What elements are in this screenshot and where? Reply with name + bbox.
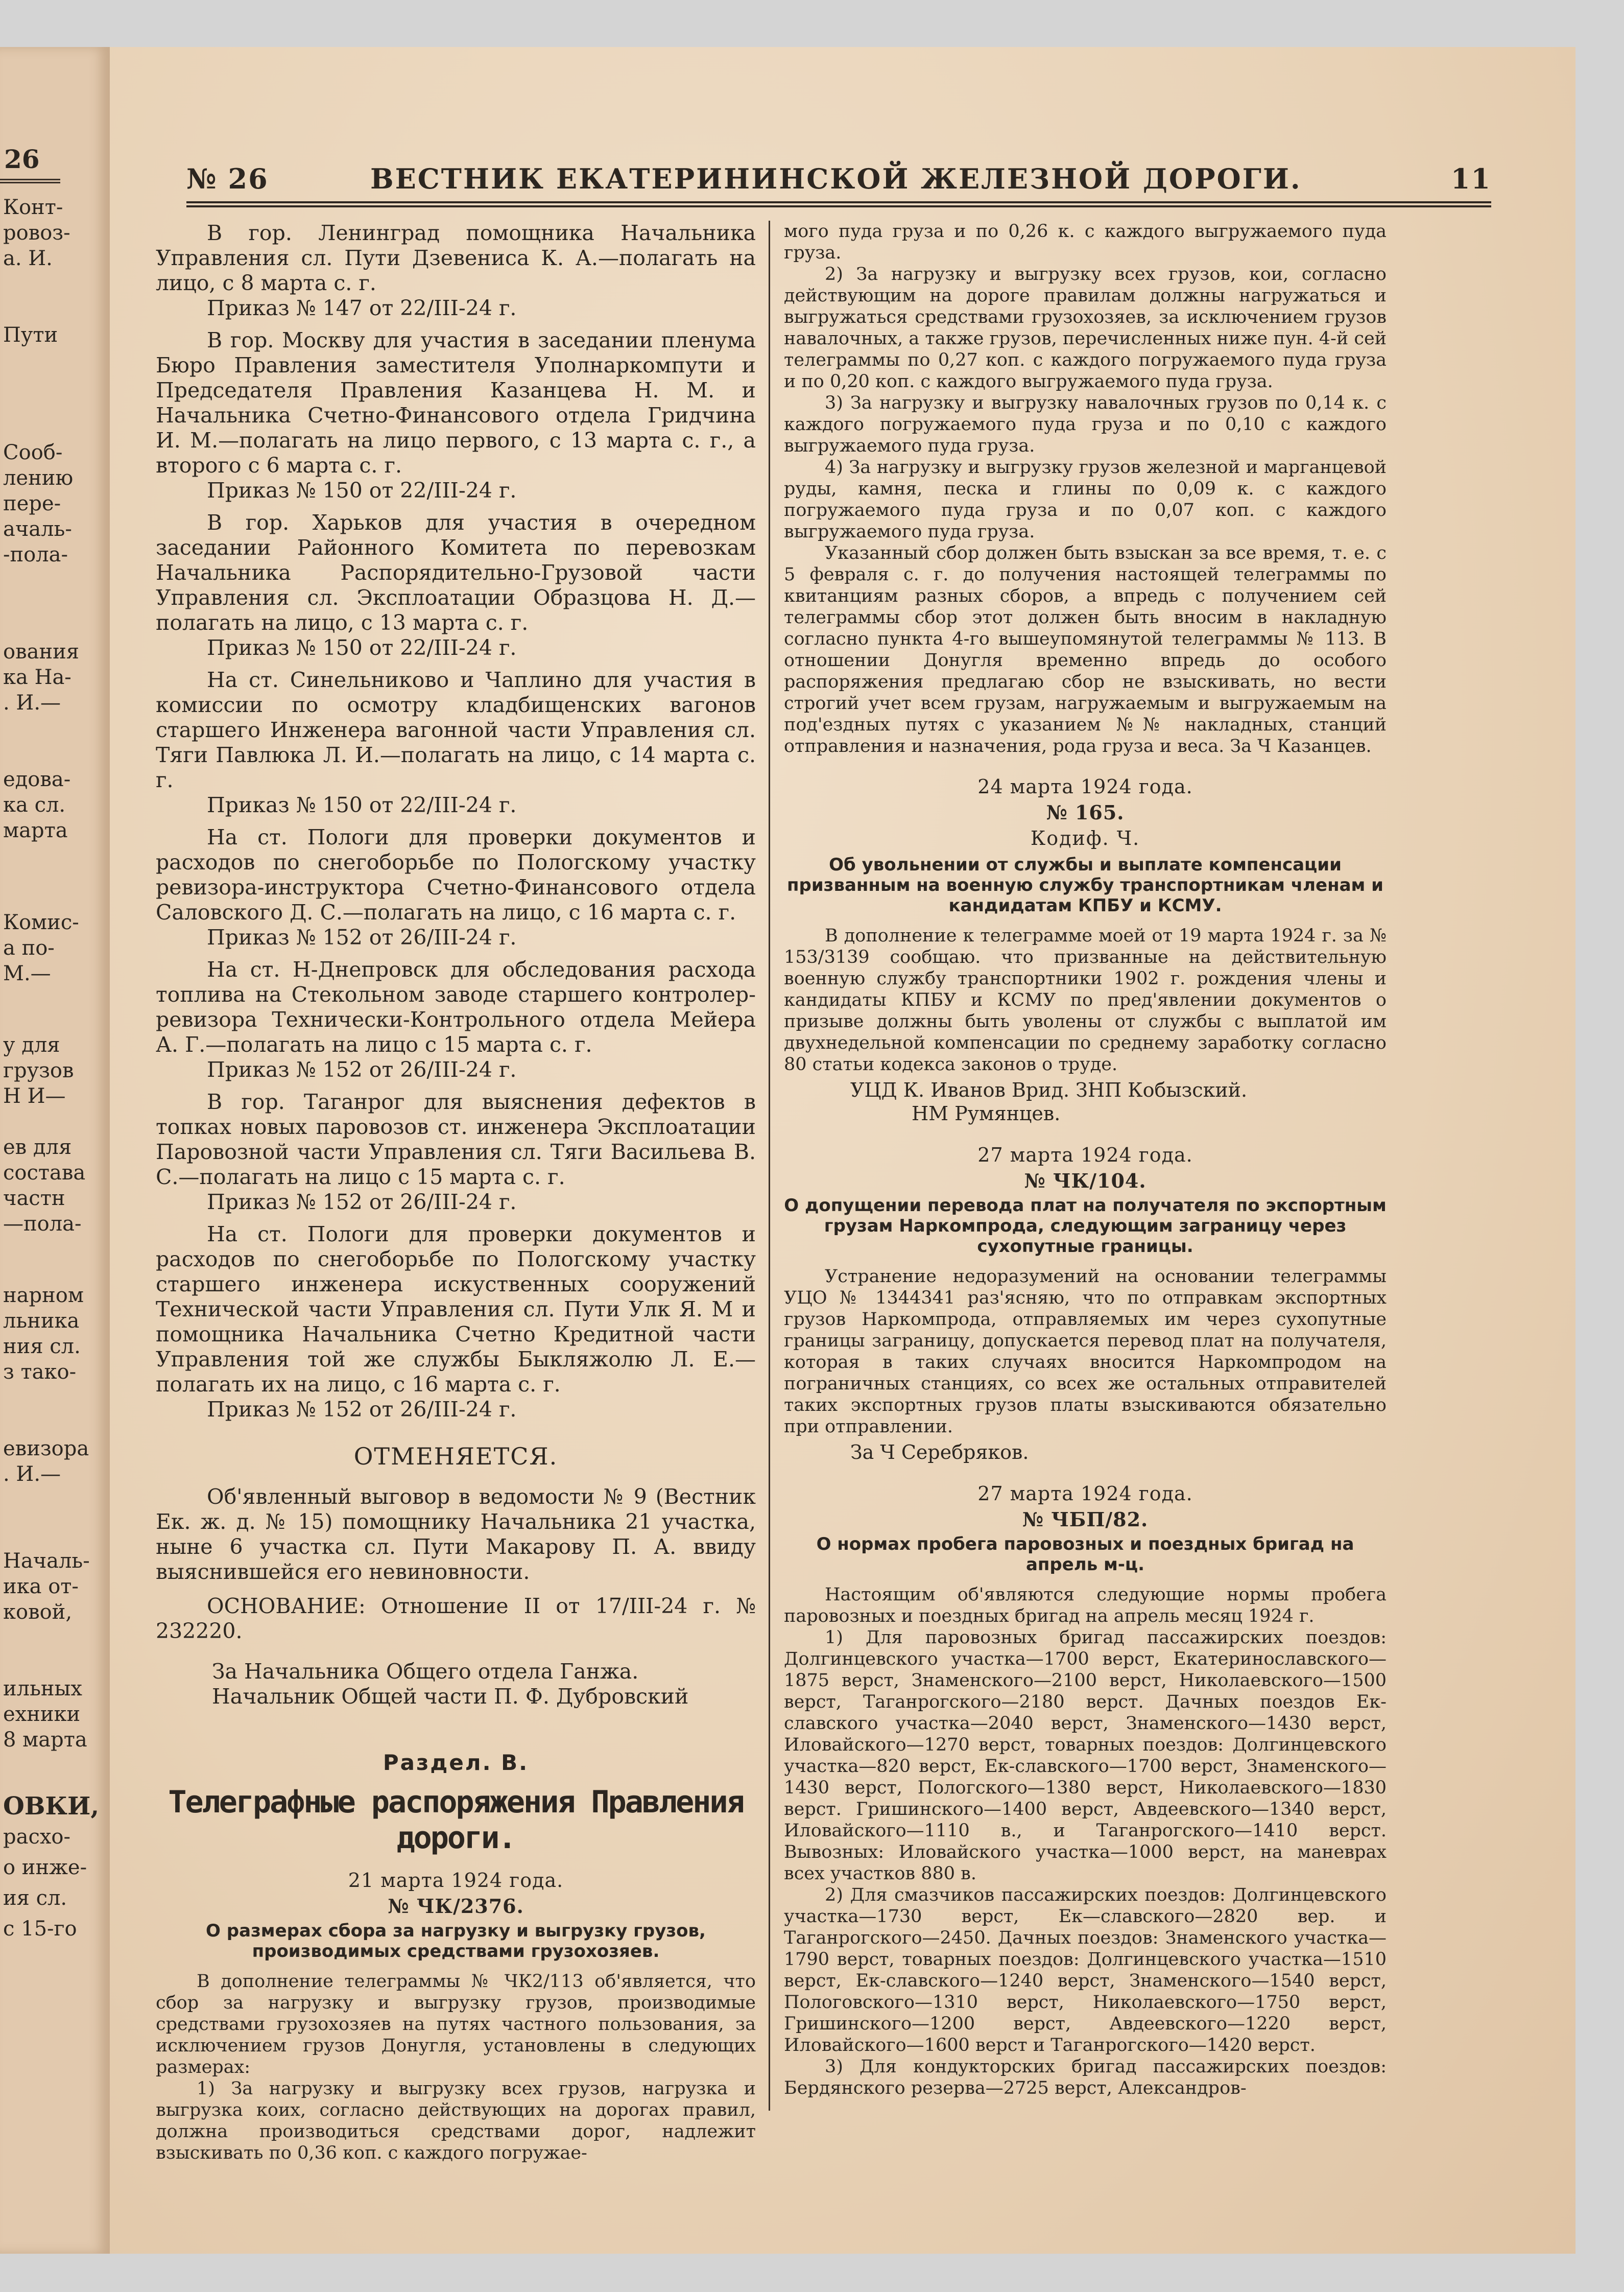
left-page-fragment: состава: [3, 1161, 86, 1185]
telegram-4-paragraph-1: 1) Для паровозных бригад пассажирских поездов: Долгинцевского участка—1700 верст, Екатеринославского—1875 верст, Знаменского—2100 верст, Николаевского—1500 верст, Таганрогского—2180 верст. Дачных поездов Ек-славского участка—2040 верст, Знаменского—1430 верст, Иловайского—1270 верст, товарных поездов: Долгинцевского участка—820 верст, Ек-славского—1700 верст, Знаменского—1430 верст, Пологского—1380 верст, Николаевского—1830 верст. Гришинского—1400 верст, Авдеевского—1340 верст, Иловайского—1110 в., и Таганрогского—1410 верст. Вывозных: Иловайского участка—1000 верст, на маневрах всех участков 880 в.: [784, 1627, 1387, 1884]
order-text: На ст. Н-Днепровск для обследования расхода топлива на Стекольном заводе старшего контролер-ревизора Технически-Контрольного отдела Мейера А. Г.—полагать на лицо с 15 марта с. г.: [156, 957, 756, 1057]
telegram-1-paragraph-3: 2) За нагрузку и выгрузку всех грузов, кои, согласно действующим на дороге правилам должны нагружаться и выгружаться средствами грузохозяев, за исключением грузов навалочных, а также грузов, перечисленных ниже пун. 4-й сей телеграммы по 0,27 коп. с каждого погружаемого пуда груза и по 0,20 коп. с каждого выгружаемого пуда груза.: [784, 264, 1387, 392]
telegram-2-signature-1: УЦД К. Иванов Врид. ЗНП Кобызский.: [850, 1079, 1248, 1101]
telegram-1-paragraph-4: 3) За нагрузку и выгрузку навалочных грузов по 0,14 к. с каждого погружаемого пуда груза и по 0,10 с каждого выгружаемого пуда груза.: [784, 393, 1387, 456]
left-page-fragment: у для: [3, 1033, 60, 1057]
left-page-fragment: ильных: [3, 1677, 82, 1700]
left-header-rule: [0, 179, 60, 183]
telegram-3-heading: О допущении перевода плат на получателя по экспортным грузам Наркомпрода, следующим заграницу через сухопутные границы.: [784, 1195, 1387, 1257]
telegram-3-number: № ЧК/104.: [1024, 1169, 1147, 1192]
telegram-2-signature-2: НМ Румянцев.: [912, 1102, 1061, 1125]
left-page-fragment: —пола-: [3, 1212, 82, 1236]
left-page-fragment: ев для: [3, 1136, 72, 1159]
signature-1: За Начальника Общего отдела Ганжа.: [212, 1659, 639, 1684]
left-page-fragment: а. И.: [3, 247, 53, 270]
telegram-4-paragraph-2: 2) Для смазчиков пассажирских поездов: Долгинцевского участка—1730 верст, Ек—славского—2820 вер. и Таганрогского—2450. Дачных поездов: Знаменского участка—1790 верст, товарных поездов: Долгинцевского участка—1510 верст, Ек-славского—1240 верст, Знаменского—1540 верст, Пологовского—1310 верст, Николаевского—1750 верст, Гришинского—1200 верст, Авдеевского—1220 верст, Иловайского—1600 верст и Таганрогского—1420 верст.: [784, 1885, 1387, 2055]
left-page-fragment: ка сл.: [3, 793, 66, 817]
order-reference: Приказ № 152 от 26/III-24 г.: [207, 1057, 517, 1082]
order-reference: Приказ № 150 от 22/III-24 г.: [207, 635, 517, 660]
left-page-fragment: евизора: [3, 1437, 89, 1460]
telegram-1-paragraph-1: В дополнение телеграммы № ЧК2/113 об'является, что сбор за нагрузку и выгрузку грузов, производимые средствами грузохозяев на путях частного пользования, за исключением грузов Донугля, установлены в следующих размерах:: [156, 1971, 756, 2077]
left-page-fragment: грузов: [3, 1059, 74, 1082]
telegram-4-intro: Настоящим об'являются следующие нормы пробега паровозных и поездных бригад на апрель месяц 1924 г.: [784, 1585, 1387, 1626]
left-page-fragment: ика от-: [3, 1575, 79, 1598]
telegram-1-continuation: мого пуда груза и по 0,26 к. с каждого выгружаемого пуда груза.: [784, 221, 1387, 263]
basis-text: ОСНОВАНИЕ: Отношение II от 17/III-24 г. № 232220.: [156, 1594, 756, 1643]
left-page-number: 26: [4, 144, 40, 174]
signature-2: Начальник Общей части П. Ф. Дубровский: [212, 1684, 689, 1709]
right-column: [784, 221, 1387, 2099]
order-reference: Приказ № 147 от 22/III-24 г.: [207, 296, 517, 320]
travel-orders: [156, 221, 756, 1422]
left-page-fragment: марта: [3, 819, 68, 842]
telegram-2-heading: Об увольнении от службы и выплате компенсации призванным на военную службу транспортникам членам и кандидатам КПБУ и КСМУ.: [787, 855, 1383, 916]
left-column: [156, 221, 756, 2164]
telegram-4-heading: О нормах пробега паровозных и поездных бригад на апрель м-ц.: [816, 1534, 1354, 1575]
newspaper-page: [110, 47, 1575, 2254]
left-page-fragment: . И.—: [3, 1462, 61, 1486]
cancel-heading: ОТМЕНЯЕТСЯ.: [353, 1443, 558, 1470]
left-page-fragment: ачаль-: [3, 517, 72, 541]
left-page-fragment: ния сл.: [3, 1335, 81, 1358]
cancel-text: Об'явленный выговор в ведомости № 9 (Вестник Ек. ж. д. № 15) помощнику Начальника 21 участка, ныне 6 участка сл. Пути Макарову П. А. ввиду выяснившейся его невиновности.: [156, 1484, 756, 1584]
telegram-3-text: Устранение недоразумений на основании телеграммы УЦО № 1344341 раз'ясняю, что по отправкам экспортных грузов Наркомпрода, отправляемых им через сухопутные границы заграницу, допускается перевод плат на получателя, которая в таких случаях вносится Наркомпродом на пограничных станциях, со всех же остальных отправителей таких экспортных грузов платы взыскиваются обязательно при отправлении.: [784, 1266, 1387, 1437]
order-text: В гор. Харьков для участия в очередном заседании Районного Комитета по перевозкам Начальника Распорядительно-Грузовой части Управления сл. Эксплоатации Образцова Н. Д.—полагать на лицо, с 13 марта с. г.: [156, 510, 756, 635]
order-text: В гор. Таганрог для выяснения дефектов в топках новых паровозов ст. инженера Эксплоатации Паровозной части Управления сл. Тяги Васильева В. С.—полагать на лицо с 15 марта с. г.: [156, 1090, 756, 1189]
left-page-strip: [0, 47, 110, 2254]
left-page-fragment: ровоз-: [3, 221, 70, 245]
left-page-fragment: ования: [3, 640, 80, 664]
left-page-fragment: ОВКИ,: [3, 1792, 100, 1821]
left-page-fragment: а по-: [3, 936, 55, 960]
telegram-1-date: 21 марта 1924 года.: [348, 1869, 564, 1892]
left-page-fragment: . И.—: [3, 691, 61, 715]
left-page-fragment: ехники: [3, 1703, 81, 1726]
left-page-fragment: Началь-: [3, 1549, 90, 1573]
order-reference: Приказ № 152 от 26/III-24 г.: [207, 1190, 517, 1214]
telegram-4-date: 27 марта 1924 года.: [977, 1482, 1193, 1505]
telegram-4-number: № ЧБП/82.: [1022, 1508, 1149, 1531]
order-reference: Приказ № 152 от 26/III-24 г.: [207, 925, 517, 950]
telegram-3-signature: За Ч Серебряков.: [850, 1441, 1029, 1463]
telegram-1-number: № ЧК/2376.: [388, 1895, 524, 1918]
order-reference: Приказ № 150 от 22/III-24 г.: [207, 478, 517, 503]
section-label: Раздел. В.: [383, 1750, 529, 1775]
left-page-fragment: Сооб-: [3, 441, 63, 464]
newspaper-title: ВЕСТНИК ЕКАТЕРИНИНСКОЙ ЖЕЛЕЗНОЙ ДОРОГИ.: [370, 162, 1302, 195]
left-page-fragment: з тако-: [3, 1360, 77, 1384]
left-page-fragment: льника: [3, 1309, 80, 1333]
left-page-fragment: лению: [3, 466, 74, 490]
order-text: На ст. Пологи для проверки документов и расходов по снегоборьбе по Пологскому участку ревизора-инструктора Счетно-Финансового отдела Саловского Д. С.—полагать на лицо, с 16 марта с. г.: [156, 825, 756, 925]
left-page-fragment: ковой,: [3, 1600, 73, 1624]
telegram-1-paragraph-2: 1) За нагрузку и выгрузку всех грузов, нагрузка и выгрузка коих, согласно действующих на дорогах правил, должна производиться средствами дорог, надлежит взыскивать по 0,36 коп. с каждого погружае-: [156, 2078, 756, 2163]
telegram-2-date: 24 марта 1924 года.: [977, 775, 1193, 798]
telegram-1-paragraph-6: Указанный сбор должен быть взыскан за все время, т. е. с 5 февраля с. г. до получения настоящей телеграммы по квитанциям разных сборов, а впредь с получением сей телеграммы сбор этот должен быть вносим в накладную согласно пункта 4-го вышеупомянутой телеграммы № 113. В отношении Донугля временно впредь до особого распоряжения предлагаю сбор не взыскивать, но вести строгий учет всем грузам, нагружаемым и выгружаемым на под'ездных путях с указанием №№ накладных, станций отправления и назначения, рода груза и веса. За Ч Казанцев.: [784, 543, 1387, 757]
column-divider: [769, 221, 770, 2111]
telegram-2-codif: Кодиф. Ч.: [1030, 827, 1140, 849]
left-page-fragment: ия сл.: [3, 1886, 67, 1910]
page-number: 11: [1450, 162, 1491, 195]
left-page-fragment: частн: [3, 1187, 65, 1210]
order-reference: Приказ № 152 от 26/III-24 г.: [207, 1397, 517, 1422]
order-reference: Приказ № 150 от 22/III-24 г.: [207, 793, 517, 817]
left-page-fragment: о инже-: [3, 1856, 87, 1879]
left-page-fragment: -пола-: [3, 543, 68, 566]
telegram-1-heading: О размерах сбора за нагрузку и выгрузку грузов, производимых средствами грузохозяев.: [206, 1921, 706, 1962]
issue-number: № 26: [186, 162, 269, 195]
left-page-fragment: ка На-: [3, 666, 71, 689]
telegram-2-text: В дополнение к телеграмме моей от 19 марта 1924 г. за № 153/3139 сообщаю. что призванные на действительную военную службу транспортники 1902 г. рождения члены и кандидаты КПБУ и КСМУ по пред'явлении документов о призыве должны быть уволены от службы с выплатой им двухнедельной компенсации по среднему заработку согласно 80 статьи кодекса законов о труде.: [784, 926, 1387, 1075]
section-title: Телеграфные распоряжения Правления дороги.: [168, 1784, 744, 1856]
order-text: В гор. Москву для участия в заседании пленума Бюро Правления заместителя Уполнаркомпути и Председателя Правления Казанцева Н. М. и Начальника Счетно-Финансового отдела Гридчина И. М.—полагать на лицо первого, с 13 марта с. г., а второго с 6 марта с. г.: [156, 328, 756, 478]
left-page-fragment: едова-: [3, 768, 71, 791]
order-text: На ст. Синельниково и Чаплино для участия в комиссии по осмотру кладбищенских вагонов старшего Инженера вагонной части Управления сл. Тяги Павлюка Л. И.—полагать на лицо, с 14 марта с. г.: [156, 668, 756, 792]
left-page-fragment: Н И—: [3, 1084, 66, 1108]
left-page-fragment: с 15-го: [3, 1917, 77, 1941]
telegram-2-number: № 165.: [1046, 801, 1125, 824]
left-page-fragment: 8 марта: [3, 1728, 87, 1752]
order-text: На ст. Пологи для проверки документов и расходов по снегоборьбе по Пологскому участку старшего инженера искуственных сооружений Технической части Управления сл. Пути Улк Я. М и помощника Начальника Счетно Кредитной части Управления той же службы Быкляжолю Л. Е.—полагать их на лицо, с 16 марта с. г.: [156, 1222, 756, 1397]
telegram-4-paragraph-3: 3) Для кондукторских бригад пассажирских поездов: Бердянского резерва—2725 верст, Александров-: [784, 2057, 1387, 2098]
left-page-fragment: М.—: [3, 962, 51, 985]
left-page-fragment: расхо-: [3, 1825, 71, 1849]
order-text: В гор. Ленинград помощника Начальника Управления сл. Пути Дзевениса К. А.—полагать на лицо, с 8 марта с. г.: [156, 221, 756, 295]
left-page-fragment: Конт-: [3, 196, 63, 219]
telegram-3-date: 27 марта 1924 года.: [977, 1144, 1193, 1166]
left-page-fragment: Пути: [3, 323, 58, 347]
telegram-1-paragraph-5: 4) За нагрузку и выгрузку грузов железной и марганцевой руды, камня, песка и глины по 0,09 к. с каждого погружаемого пуда груза и по 0,07 коп. с каждого выгружаемого пуда груза.: [784, 457, 1387, 542]
left-page-fragment: пере-: [3, 492, 61, 515]
left-page-fragment: Комис-: [3, 911, 79, 934]
page-header: [186, 162, 1491, 198]
left-page-fragment: нарном: [3, 1284, 84, 1307]
header-rule: [186, 201, 1491, 207]
